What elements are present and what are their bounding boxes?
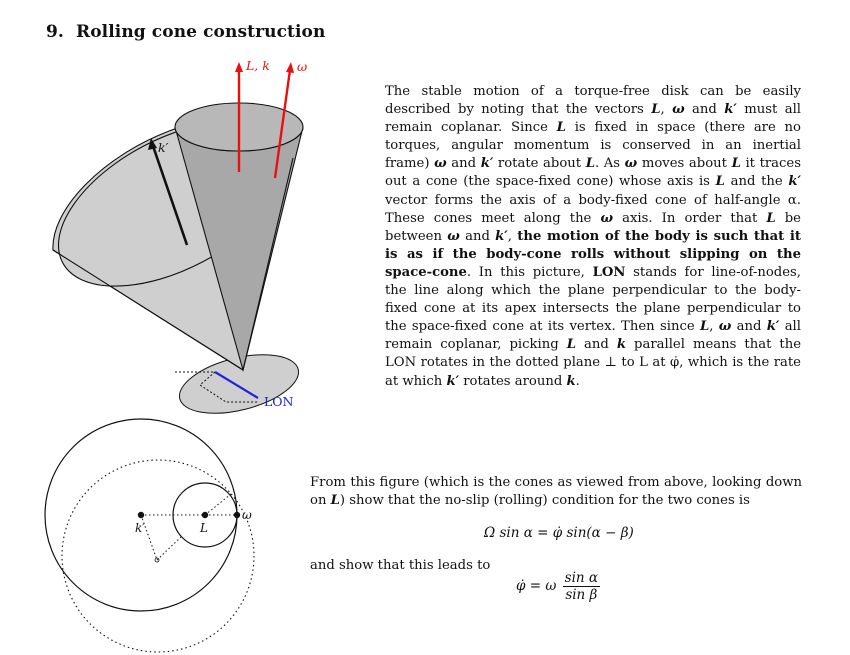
equation-result [516, 570, 600, 603]
label-kprime-top: k′ [135, 521, 145, 535]
bold-LON: LON [592, 264, 626, 280]
dotted-circle [62, 460, 254, 652]
L-arrowhead [235, 62, 243, 72]
top-view-figure [40, 415, 270, 655]
paragraph-leads-to: and show that this leads to [310, 558, 491, 573]
L-point [202, 512, 208, 518]
dotted-radius [205, 494, 231, 515]
dotted-chord [157, 536, 182, 560]
paragraph-cone-description: The stable motion of a torque-free disk can be easily described by noting that the vectors L, ω and k′ must all remain coplanar. Since L is fixed in space (there are no torques, angular momentum is conserved in an inertial frame) ω and k′ rotate about L. As ω moves about L it traces out a cone (the space-fixed cone) whose axis is L and the k′ vector forms the axis of a body-fixed cone of half-angle α. These cones meet along the ω axis. In order that L be between ω and k′, the motion of the body is such that it is as if the body-cone rolls without slipping on the space-cone. In this picture, LON stands for line-of-nodes, the line along which the plane perpendicular to the body-fixed cone at its apex intersects the plane perpendicular to the space-fixed cone at its vertex. Then since L, ω and k′ all remain coplanar, picking L and k parallel means that the LON rotates in the dotted plane ⊥ to L at φ̇, which is the rate at which k′ rotates around k. [385, 84, 801, 389]
omega-arrowhead [286, 62, 294, 73]
rolling-cone-figure [40, 55, 320, 425]
equation-no-slip: Ω sin α = φ̇ sin(α − β) [484, 525, 634, 541]
section-number: 9. [46, 22, 64, 42]
label-LON: LON [264, 394, 294, 409]
section-heading [46, 22, 325, 42]
label-Lk: L, k [246, 58, 270, 73]
paragraph-top-view: From this figure (which is the cones as viewed from above, looking down on L) show that the no-slip (rolling) condition for the two cones is [310, 475, 802, 509]
equation-denominator: sin β [565, 587, 598, 603]
label-omega: ω [297, 59, 308, 74]
omega-point [234, 512, 240, 518]
equation-fraction [563, 570, 600, 603]
label-kprime: k′ [158, 140, 169, 155]
kprime-point [138, 512, 144, 518]
label-L-top: L [200, 521, 208, 535]
label-omega-top: ω [242, 508, 252, 522]
equation-lhs: φ̇ = ω [516, 578, 557, 594]
equation-numerator: sin α [564, 570, 599, 586]
section-title: Rolling cone construction [76, 22, 326, 42]
bold-rolling-statement: the motion of the body is such that it is as if the body-cone rolls without slipping on the space-cone [385, 228, 801, 280]
